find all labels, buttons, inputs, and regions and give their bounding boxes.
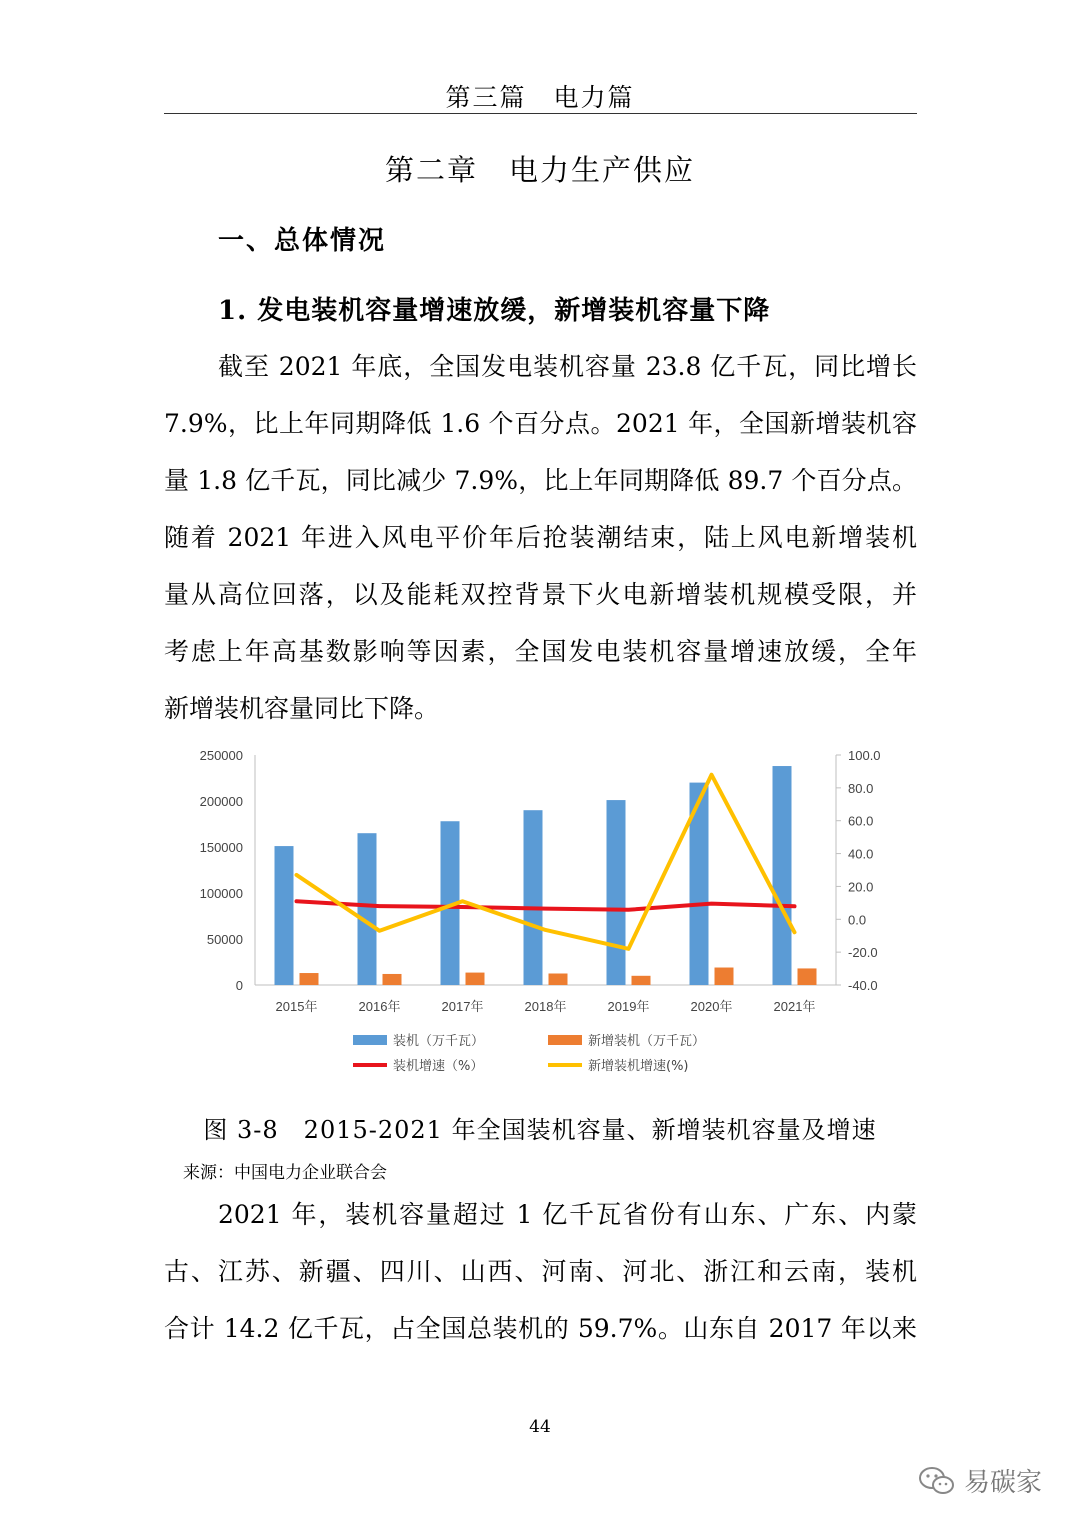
x-tick-label: 2018年 bbox=[524, 999, 567, 1014]
right-tick-label: 60.0 bbox=[848, 813, 874, 829]
body-paragraph-1 bbox=[164, 338, 917, 737]
left-tick-label: 250000 bbox=[199, 748, 243, 763]
running-header: 第三篇 电力篇 bbox=[445, 83, 635, 112]
paragraph-line: 合计 14.2 亿千瓦，占全国总装机的 59.7%。山东自 2017 年以来 bbox=[164, 1314, 917, 1343]
bar-new-capacity bbox=[632, 976, 651, 985]
right-tick-label: -40.0 bbox=[848, 978, 878, 993]
bar-new-capacity bbox=[383, 974, 402, 985]
bar-capacity bbox=[358, 833, 377, 985]
right-tick-label: -20.0 bbox=[848, 945, 878, 961]
watermark-logo bbox=[918, 1462, 1042, 1499]
bar-new-capacity bbox=[715, 968, 734, 985]
bar-capacity bbox=[607, 800, 626, 985]
paragraph-line: 2021 年，装机容量超过 1 亿千瓦省份有山东、广东、内蒙 bbox=[218, 1200, 917, 1229]
paragraph-line: 随着 2021 年进入风电平价年后抢装潮结束，陆上风电新增装机 bbox=[164, 523, 917, 552]
right-tick-label: 0.0 bbox=[848, 912, 867, 928]
legend-label: 装机增速（%） bbox=[393, 1059, 484, 1074]
x-tick-label: 2021年 bbox=[773, 999, 816, 1014]
wechat-icon bbox=[918, 1466, 956, 1496]
section-title: 一、总体情况 bbox=[218, 226, 387, 256]
bar-capacity bbox=[773, 766, 792, 985]
left-tick-label: 0 bbox=[235, 978, 243, 993]
figure-source: 来源：中国电力企业联合会 bbox=[183, 1163, 387, 1183]
paragraph-line: 新增装机容量同比下降。 bbox=[164, 694, 440, 723]
x-tick-label: 2016年 bbox=[358, 999, 401, 1014]
bar-new-capacity bbox=[549, 974, 568, 986]
left-tick-label: 100000 bbox=[199, 886, 243, 901]
capacity-chart bbox=[170, 740, 910, 1090]
x-tick-label: 2020年 bbox=[690, 999, 733, 1014]
paragraph-line: 量 1.8 亿千瓦，同比减少 7.9%，比上年同期降低 89.7 个百分点。 bbox=[164, 466, 917, 495]
chart-bars bbox=[275, 766, 817, 985]
right-tick-label: 80.0 bbox=[848, 780, 874, 796]
chart-legend bbox=[353, 1033, 705, 1074]
x-tick-label: 2019年 bbox=[607, 999, 650, 1014]
legend-label: 新增装机增速(%) bbox=[588, 1059, 689, 1074]
right-tick-label: 40.0 bbox=[848, 846, 874, 862]
legend-swatch bbox=[548, 1035, 582, 1045]
bar-capacity bbox=[275, 846, 294, 985]
paragraph-line: 7.9%，比上年同期降低 1.6 个百分点。2021 年，全国新增装机容 bbox=[164, 409, 917, 438]
legend-label: 装机（万千瓦） bbox=[393, 1034, 485, 1049]
body-paragraph-2 bbox=[164, 1186, 917, 1357]
header-divider bbox=[164, 113, 917, 114]
legend-swatch bbox=[353, 1035, 387, 1045]
paragraph-line: 古、江苏、新疆、四川、山西、河南、河北、浙江和云南，装机 bbox=[164, 1257, 917, 1286]
left-tick-label: 150000 bbox=[199, 840, 243, 855]
left-tick-label: 50000 bbox=[206, 932, 243, 947]
chapter-title: 第二章 电力生产供应 bbox=[384, 153, 695, 187]
figure-caption: 图 3-8 2015-2021 年全国装机容量、新增装机容量及增速 bbox=[203, 1116, 877, 1144]
x-tick-label: 2017年 bbox=[441, 999, 484, 1014]
legend-label: 新增装机（万千瓦） bbox=[588, 1034, 706, 1049]
page-number: 44 bbox=[529, 1417, 551, 1437]
paragraph-line: 量从高位回落，以及能耗双控背景下火电新增装机规模受限，并 bbox=[164, 580, 917, 609]
right-tick-label: 100.0 bbox=[848, 748, 881, 763]
paragraph-line: 考虑上年高基数影响等因素，全国发电装机容量增速放缓，全年 bbox=[164, 637, 917, 666]
left-tick-label: 200000 bbox=[199, 794, 243, 809]
bar-new-capacity bbox=[466, 973, 485, 985]
bar-capacity bbox=[524, 810, 543, 985]
x-tick-label: 2015年 bbox=[275, 999, 318, 1014]
subsection-title: 1. 发电装机容量增速放缓，新增装机容量下降 bbox=[218, 296, 771, 326]
right-tick-label: 20.0 bbox=[848, 879, 874, 895]
paragraph-line: 截至 2021 年底，全国发电装机容量 23.8 亿千瓦，同比增长 bbox=[218, 352, 917, 381]
bar-new-capacity bbox=[798, 968, 817, 985]
watermark-text: 易碳家 bbox=[964, 1468, 1043, 1498]
bar-new-capacity bbox=[300, 973, 319, 985]
